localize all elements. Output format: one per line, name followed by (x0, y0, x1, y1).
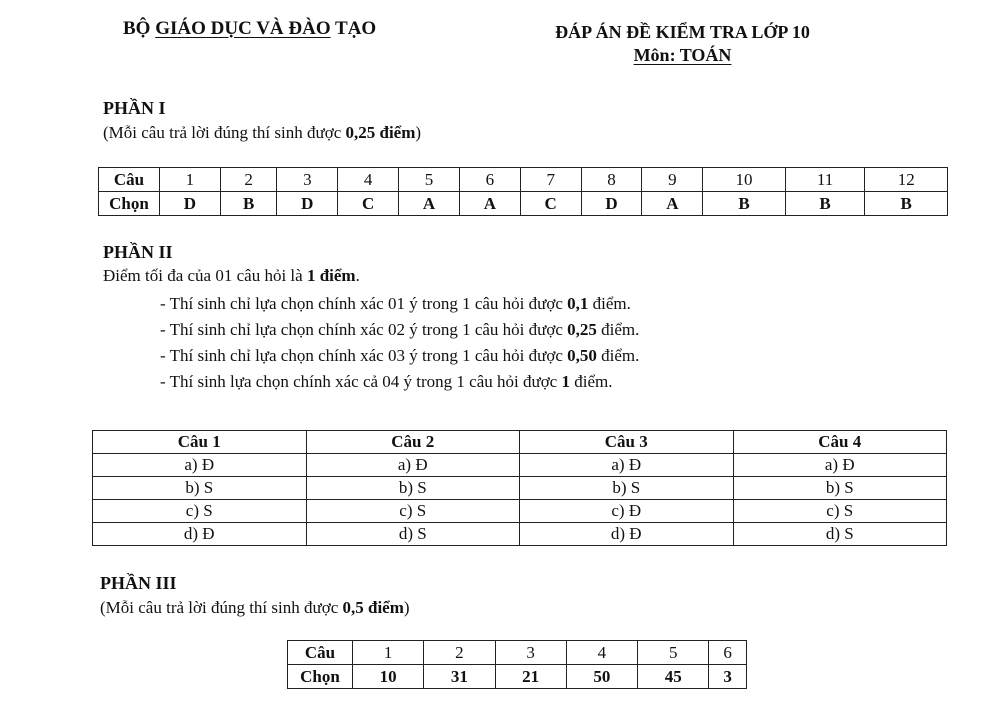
part1-question-cell: 6 (459, 168, 520, 192)
part2-cell: a) Đ (306, 454, 520, 477)
ministry-name-part3: TẠO (330, 18, 377, 39)
part3-note-prefix: (Mỗi câu trả lời đúng thí sinh được (100, 598, 343, 617)
part1-note-points: 0,25 điểm (345, 123, 416, 142)
part3-answer-cell: 31 (424, 665, 495, 689)
part2-rule (160, 294, 631, 314)
part2-header-cell: Câu 2 (306, 431, 520, 454)
part2-max-prefix: Điểm tối đa của 01 câu hỏi là (103, 266, 307, 285)
part2-cell: a) Đ (93, 454, 307, 477)
part2-rule-tail: điểm. (596, 346, 640, 365)
part1-title: PHẦN I (103, 98, 166, 118)
ministry-name (123, 18, 376, 40)
part1-answer-cell: B (785, 192, 865, 216)
ministry-name-part1: BỘ (123, 18, 156, 39)
part1-answer-cell: D (160, 192, 221, 216)
part2-header-cell: Câu 3 (520, 431, 734, 454)
part3-question-cell: 5 (638, 641, 709, 665)
part1-answer-table (98, 167, 948, 216)
part1-note (103, 123, 421, 143)
part3-note-suffix: ) (403, 598, 410, 617)
part3-answer-row (288, 665, 747, 689)
part2-rule (160, 346, 639, 366)
part2-rule-points: 1 (561, 372, 570, 391)
part2-cell: d) Đ (520, 523, 734, 546)
part3-answer-cell: 45 (638, 665, 709, 689)
part1-answer-row (99, 192, 948, 216)
part3-question-label: Câu (288, 641, 353, 665)
subject-title: Môn: TOÁN (633, 45, 732, 65)
part2-cell: b) S (306, 477, 520, 500)
part1-answer-cell: C (520, 192, 581, 216)
part2-max-suffix: . (355, 266, 360, 285)
part1-answer-cell: A (642, 192, 703, 216)
part3-question-cell: 2 (424, 641, 495, 665)
part2-cell: b) S (520, 477, 734, 500)
part2-max-points (103, 266, 360, 286)
part2-cell: d) Đ (93, 523, 307, 546)
part2-cell: a) Đ (520, 454, 734, 477)
part3-note-points: 0,5 điểm (342, 598, 404, 617)
part2-max-value: 1 điểm (306, 266, 356, 285)
part1-question-cell: 12 (865, 168, 948, 192)
part2-cell: a) Đ (733, 454, 947, 477)
part2-rule-points: 0,1 (567, 294, 589, 313)
exam-title: ĐÁP ÁN ĐỀ KIỂM TRA LỚP 10 (555, 22, 810, 42)
exam-header (540, 22, 825, 66)
part1-question-cell: 9 (642, 168, 703, 192)
part1-question-label: Câu (99, 168, 160, 192)
part1-answer-cell: B (703, 192, 785, 216)
part1-answer-cell: C (338, 192, 399, 216)
part1-question-cell: 8 (581, 168, 642, 192)
part3-question-row (288, 641, 747, 665)
ministry-name-part2: GIÁO DỤC VÀ ĐÀO (155, 18, 331, 39)
part2-row (93, 500, 947, 523)
part3-answer-cell: 50 (566, 665, 637, 689)
part1-note-suffix: ) (415, 123, 422, 142)
part2-row (93, 477, 947, 500)
part1-question-cell: 5 (399, 168, 460, 192)
part1-answer-cell: B (865, 192, 948, 216)
part3-answer-cell: 21 (495, 665, 566, 689)
part2-row (93, 523, 947, 546)
part1-answer-cell: B (220, 192, 277, 216)
part1-answer-label: Chọn (99, 192, 160, 216)
part1-answer-cell: A (459, 192, 520, 216)
part2-cell: d) S (733, 523, 947, 546)
part1-answer-cell: D (581, 192, 642, 216)
part3-question-cell: 3 (495, 641, 566, 665)
part2-title: PHẦN II (103, 242, 173, 262)
part2-cell: c) S (93, 500, 307, 523)
part2-cell: c) S (733, 500, 947, 523)
part3-question-cell: 4 (566, 641, 637, 665)
part2-cell: c) S (306, 500, 520, 523)
part2-cell: b) S (733, 477, 947, 500)
part3-title: PHẦN III (100, 573, 177, 593)
part2-rule-text: - Thí sinh chỉ lựa chọn chính xác 01 ý trong 1 câu hỏi được (160, 294, 568, 313)
part2-rule-tail: điểm. (569, 372, 613, 391)
part2-rule-tail: điểm. (596, 320, 640, 339)
part1-question-cell: 10 (703, 168, 785, 192)
part2-cell: d) S (306, 523, 520, 546)
part1-note-prefix: (Mỗi câu trả lời đúng thí sinh được (103, 123, 346, 142)
part2-rule-text: - Thí sinh chỉ lựa chọn chính xác 03 ý trong 1 câu hỏi được (160, 346, 568, 365)
part2-rule (160, 372, 612, 392)
part2-row (93, 454, 947, 477)
part1-question-cell: 1 (160, 168, 221, 192)
part2-rule-points: 0,25 (567, 320, 597, 339)
part2-rule-text: - Thí sinh lựa chọn chính xác cả 04 ý trong 1 câu hỏi được (160, 372, 562, 391)
part3-answer-cell: 10 (353, 665, 424, 689)
part2-header-row (93, 431, 947, 454)
part2-rule-tail: điểm. (588, 294, 631, 313)
part1-question-row (99, 168, 948, 192)
part3-note (100, 598, 410, 618)
part2-rule-points: 0,50 (567, 346, 597, 365)
part3-answer-cell: 3 (709, 665, 747, 689)
part3-question-cell: 6 (709, 641, 747, 665)
part2-answer-table (92, 430, 947, 546)
part1-question-cell: 3 (277, 168, 338, 192)
part2-rule (160, 320, 639, 340)
part2-header-cell: Câu 4 (733, 431, 947, 454)
part1-question-cell: 2 (220, 168, 277, 192)
part3-question-cell: 1 (353, 641, 424, 665)
part1-question-cell: 11 (785, 168, 865, 192)
part2-header-cell: Câu 1 (93, 431, 307, 454)
part1-question-cell: 4 (338, 168, 399, 192)
part1-answer-cell: D (277, 192, 338, 216)
part3-answer-table (287, 640, 747, 689)
part2-rule-text: - Thí sinh chỉ lựa chọn chính xác 02 ý trong 1 câu hỏi được (160, 320, 568, 339)
part2-cell: c) Đ (520, 500, 734, 523)
part3-answer-label: Chọn (288, 665, 353, 689)
part1-question-cell: 7 (520, 168, 581, 192)
part1-answer-cell: A (399, 192, 460, 216)
part2-cell: b) S (93, 477, 307, 500)
